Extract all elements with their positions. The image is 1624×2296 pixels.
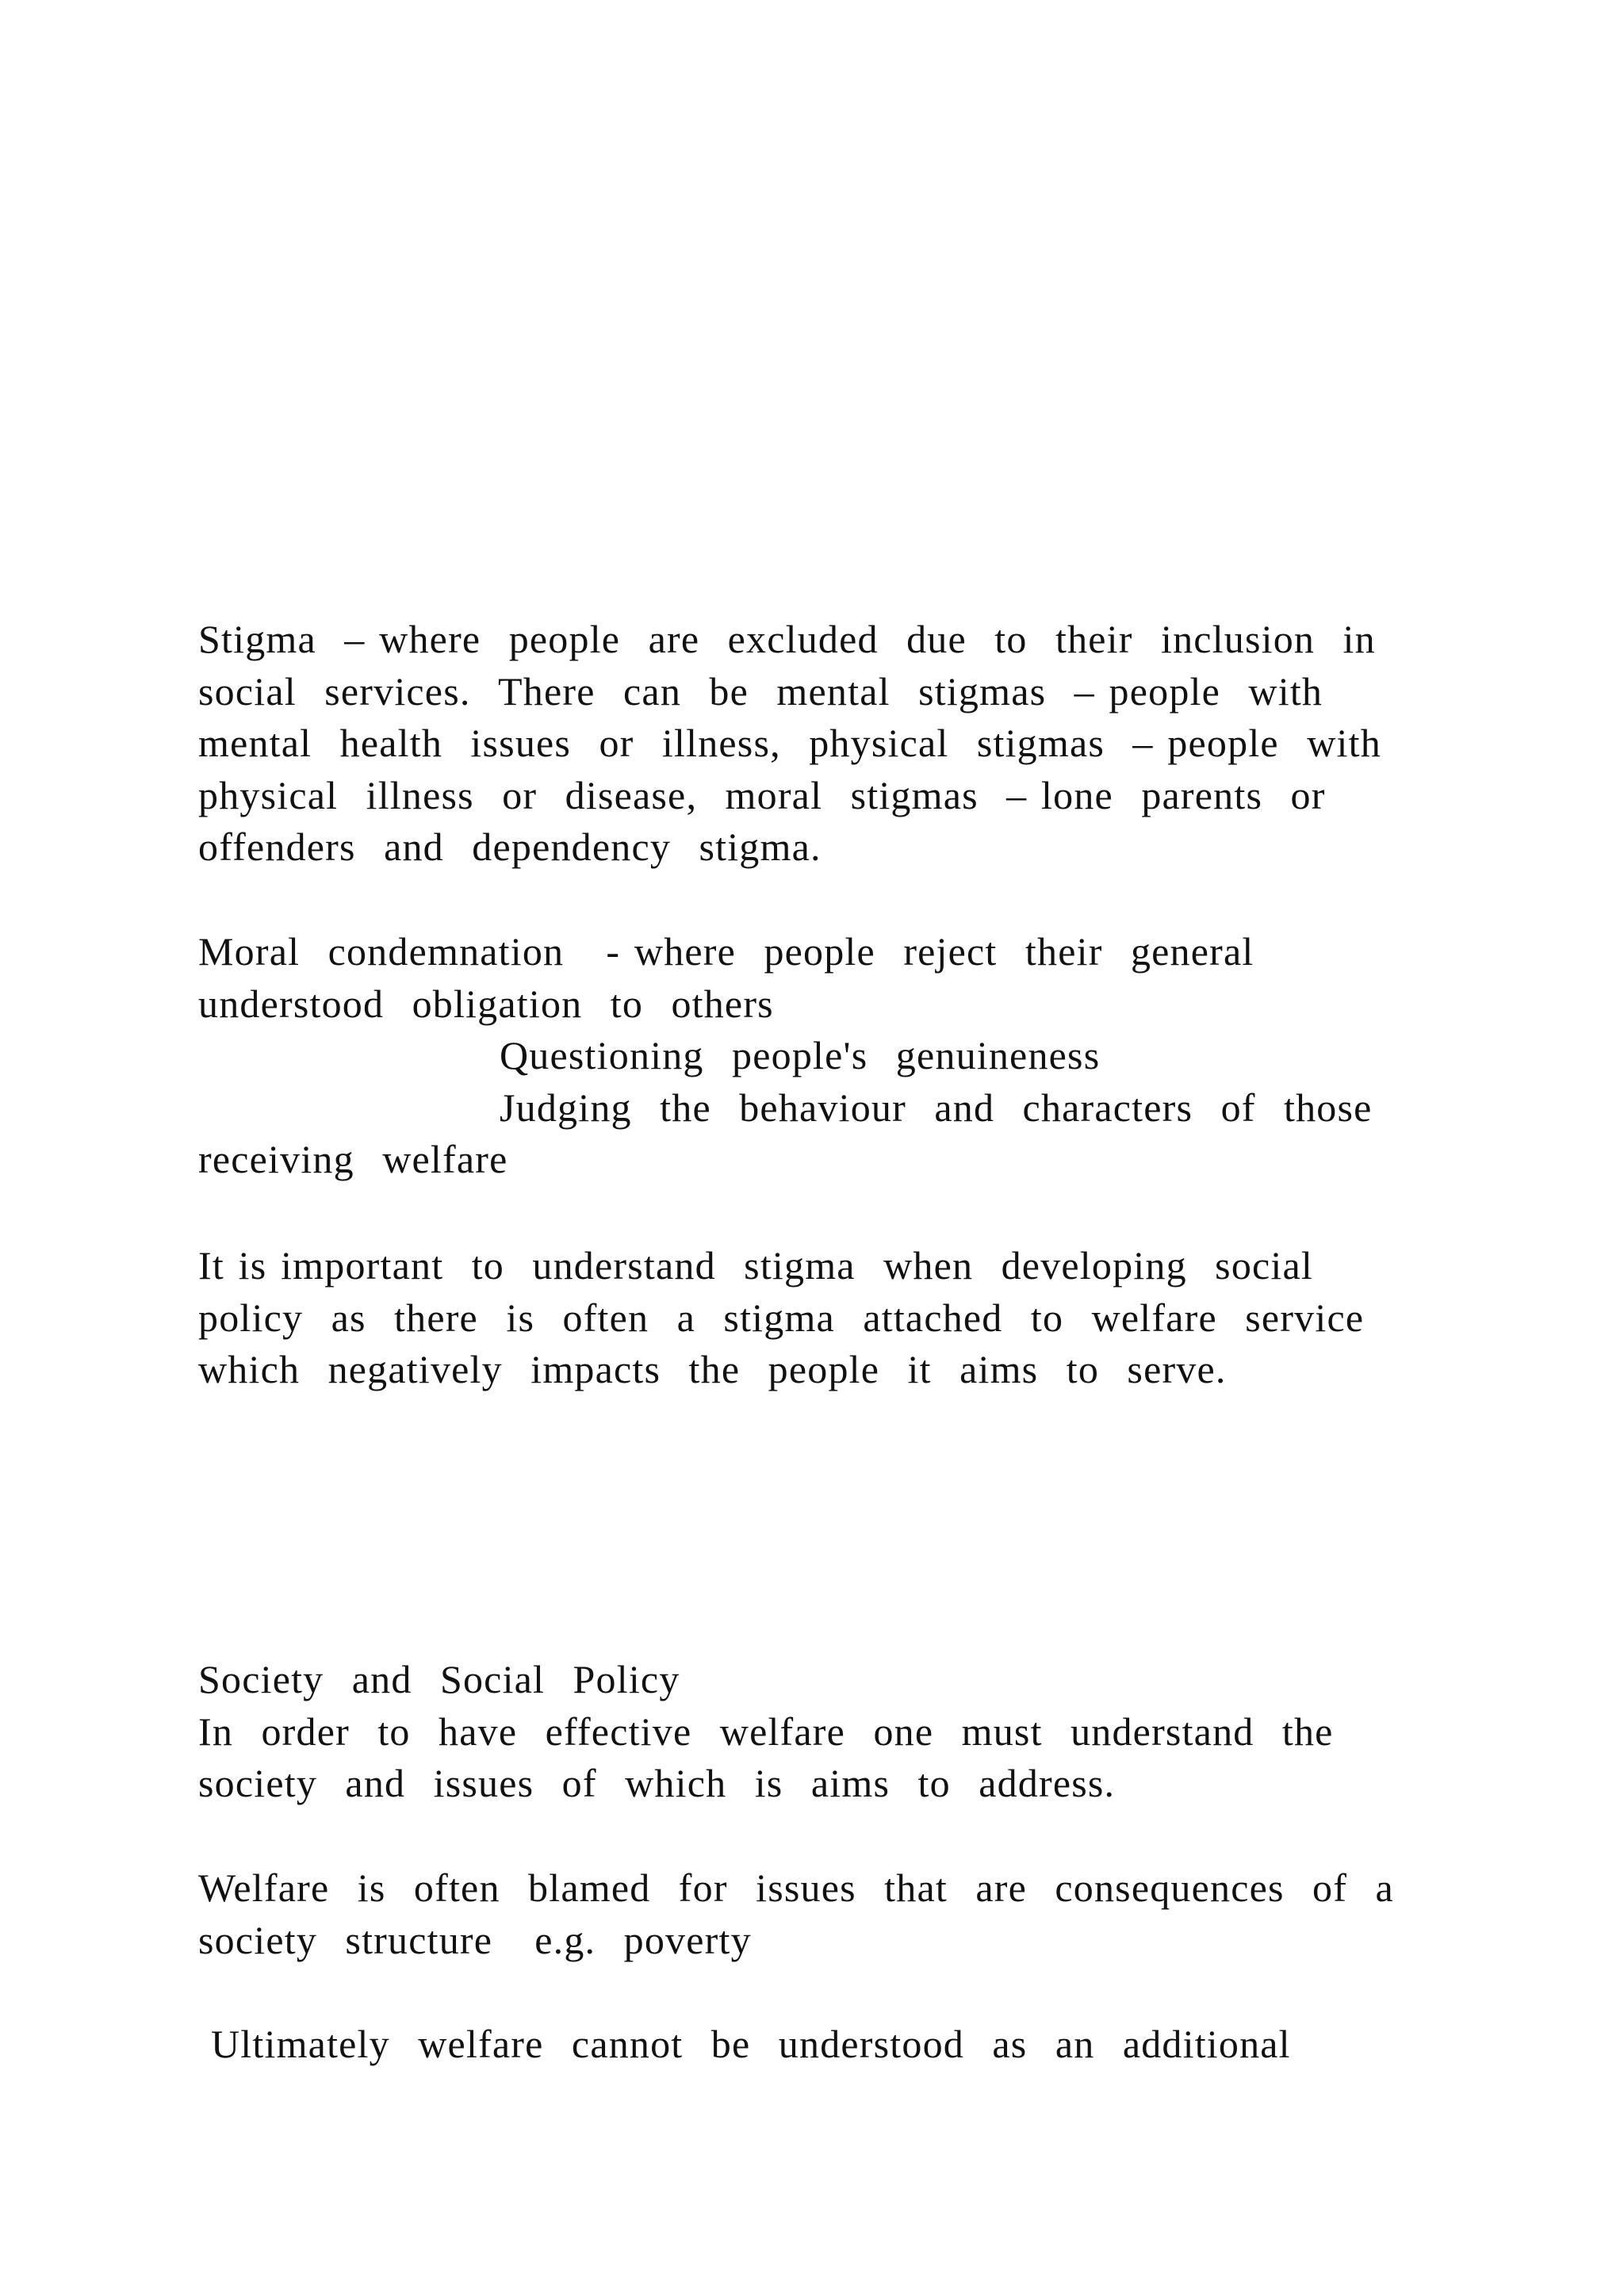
paragraph-welfare-blamed — [198, 1862, 1507, 1966]
text-line: social services. There can be mental stigmas – people with — [198, 668, 1323, 714]
text-line: Moral condemnation - where people reject their general — [198, 929, 1254, 974]
text-line: In order to have effective welfare one must understand the — [198, 1709, 1334, 1754]
paragraph-ultimately — [198, 2019, 1507, 2071]
paragraph-stigma — [198, 614, 1507, 874]
text-line: physical illness or disease, moral stigmas – lone parents or — [198, 772, 1326, 817]
paragraph-society-social-policy — [198, 1654, 1507, 1810]
text-line: society structure e.g. poverty — [198, 1917, 752, 1962]
text-line: understood obligation to others — [198, 981, 774, 1026]
text-line: Stigma – where people are excluded due to their inclusion in — [198, 617, 1376, 661]
text-line: which negatively impacts the people it aims to serve. — [198, 1347, 1227, 1391]
text-line: receiving welfare — [198, 1137, 508, 1181]
paragraph-importance — [198, 1240, 1507, 1396]
text-line: mental health issues or illness, physical stigmas – people with — [198, 721, 1381, 765]
text-line: It is important to understand stigma when developing social — [198, 1243, 1313, 1288]
text-line: Welfare is often blamed for issues that are consequences of a — [198, 1866, 1394, 1910]
text-line: policy as there is often a stigma attached to welfare service — [198, 1295, 1365, 1340]
text-line: society and issues of which is aims to address. — [198, 1761, 1116, 1805]
text-line-indented: Judging the behaviour and characters of those — [500, 1085, 1373, 1130]
text-line: offenders and dependency stigma. — [198, 825, 822, 869]
text-line-indented: Questioning people's genuineness — [500, 1033, 1101, 1077]
paragraph-moral-condemnation — [198, 926, 1507, 1186]
section-heading: Society and Social Policy — [198, 1657, 680, 1701]
text-line: Ultimately welfare cannot be understood as an additional — [211, 2022, 1291, 2066]
